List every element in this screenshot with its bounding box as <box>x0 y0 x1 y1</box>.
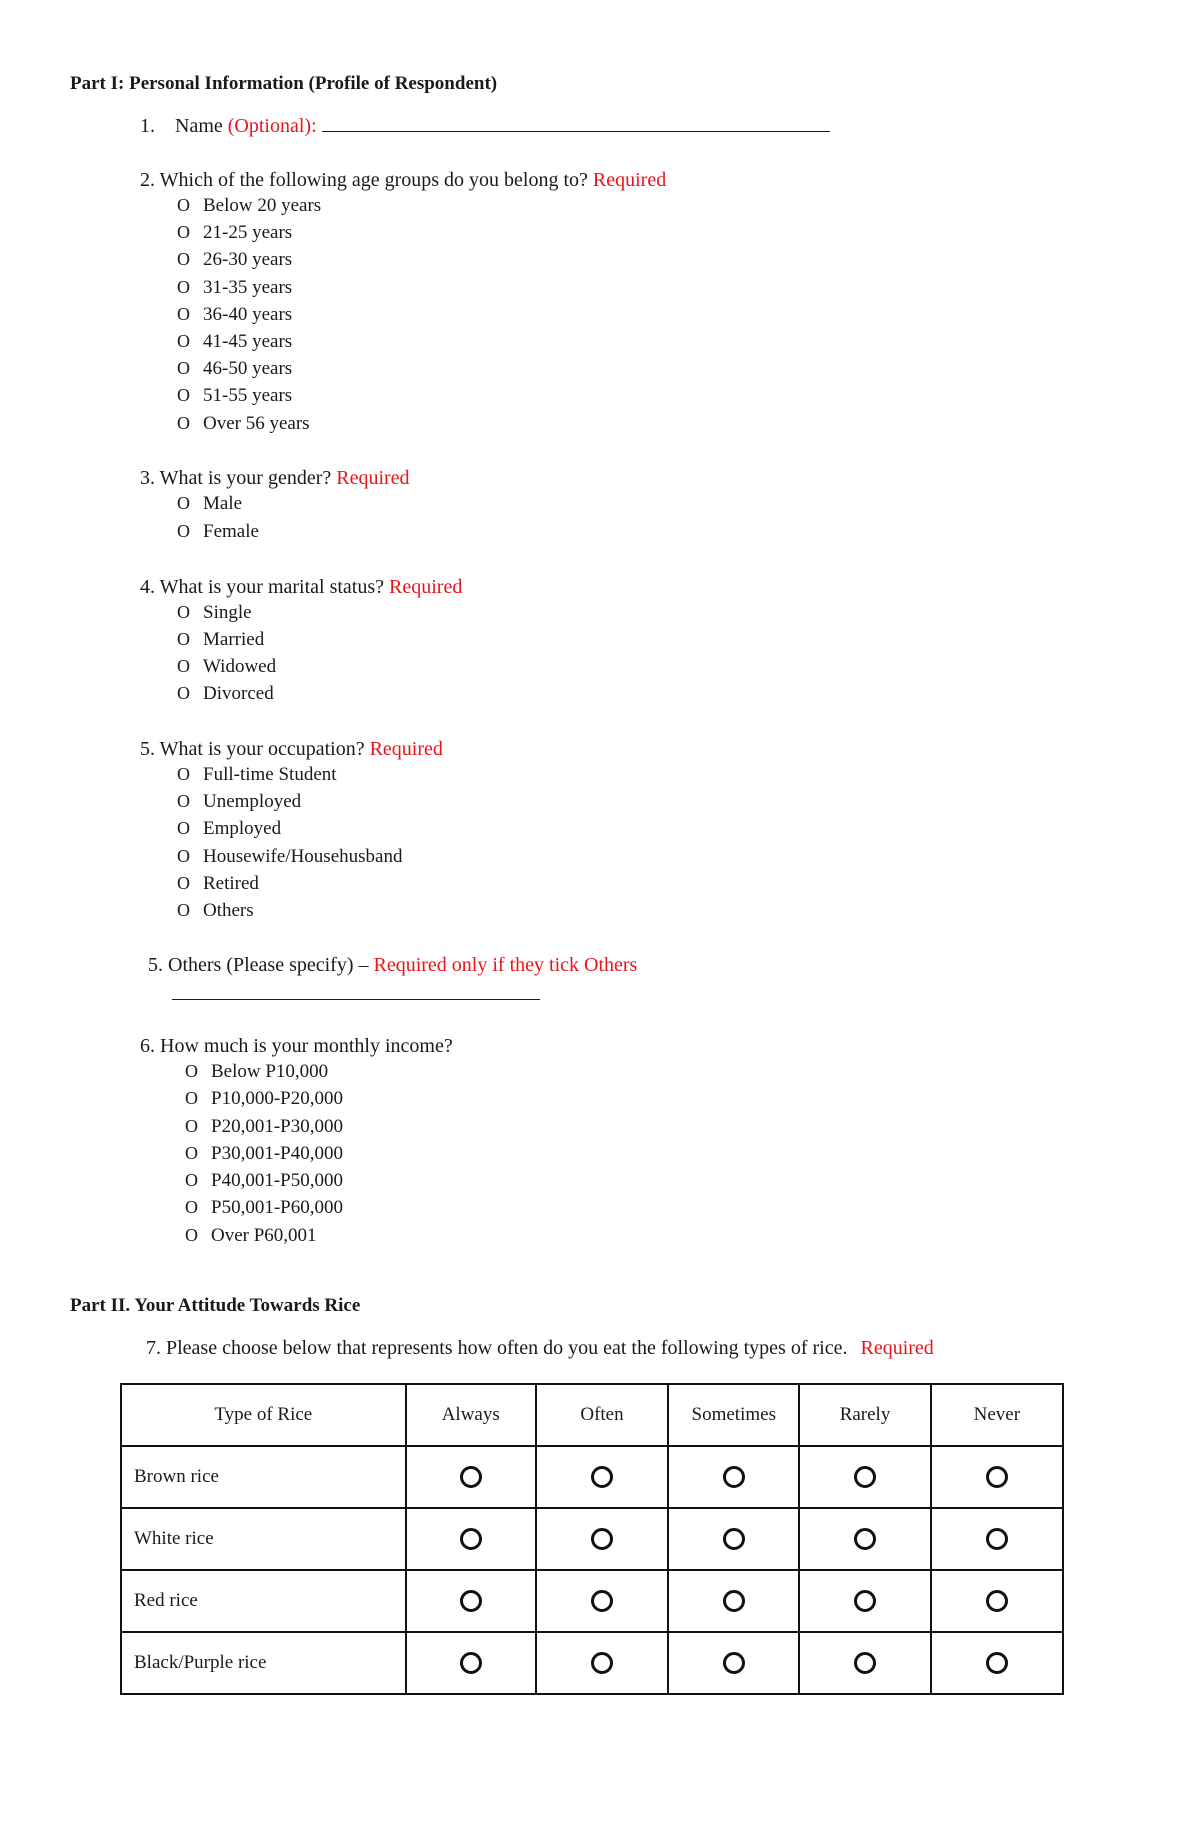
age-option[interactable] <box>177 195 321 222</box>
radio-icon[interactable]: O <box>177 303 190 324</box>
q7-question <box>146 1337 934 1360</box>
income-option-label: P30,001-P40,000 <box>211 1142 343 1164</box>
q2-question <box>140 169 666 192</box>
q6-question <box>140 1035 453 1058</box>
radio-icon[interactable]: O <box>177 764 190 784</box>
radio-cell[interactable] <box>406 1446 536 1508</box>
radio-circle-icon[interactable] <box>854 1528 876 1550</box>
radio-cell[interactable] <box>799 1446 930 1508</box>
radio-cell[interactable] <box>931 1508 1063 1570</box>
radio-circle-icon[interactable] <box>854 1466 876 1488</box>
marital-option-label: Married <box>203 629 265 650</box>
radio-icon[interactable]: O <box>177 493 190 513</box>
occupation-option[interactable] <box>177 846 402 873</box>
age-option-label: Below 20 years <box>203 195 322 216</box>
q5-others-label: 5. Others (Please specify) – <box>148 954 374 976</box>
radio-cell[interactable] <box>536 1570 668 1632</box>
q7-label: 7. Please choose below that represents how often do you eat the following types of rice. <box>146 1337 853 1359</box>
radio-icon[interactable]: O <box>185 1061 198 1081</box>
radio-icon[interactable]: O <box>185 1197 198 1218</box>
radio-cell[interactable] <box>406 1508 536 1570</box>
income-option-label: Below P10,000 <box>211 1061 329 1082</box>
income-option[interactable] <box>185 1061 343 1088</box>
q6-label: 6. How much is your monthly income? <box>140 1035 453 1057</box>
table-row <box>121 1508 1063 1570</box>
gender-option-label: Female <box>203 520 259 542</box>
marital-option[interactable] <box>177 683 276 710</box>
rice-type-label: White rice <box>121 1508 406 1570</box>
radio-circle-icon[interactable] <box>591 1466 613 1488</box>
part2-title: Part II. Your Attitude Towards Rice <box>70 1295 361 1316</box>
age-option-label: Over 56 years <box>203 412 310 434</box>
radio-cell[interactable] <box>668 1508 799 1570</box>
occupation-option[interactable] <box>177 791 402 818</box>
age-option[interactable] <box>177 358 321 385</box>
table-row <box>121 1446 1063 1508</box>
column-header: Always <box>406 1384 536 1446</box>
radio-icon[interactable]: O <box>185 1170 198 1191</box>
income-option-label: P50,001-P60,000 <box>211 1197 343 1219</box>
radio-cell[interactable] <box>668 1446 799 1508</box>
age-option[interactable] <box>177 385 321 412</box>
age-option[interactable] <box>177 413 321 440</box>
income-option[interactable] <box>185 1197 343 1224</box>
income-option[interactable] <box>185 1170 343 1197</box>
income-option[interactable] <box>185 1116 343 1143</box>
radio-cell[interactable] <box>536 1632 668 1694</box>
radio-cell[interactable] <box>799 1632 930 1694</box>
age-option-label: 31-35 years <box>203 276 293 298</box>
radio-icon[interactable]: O <box>177 520 190 541</box>
income-option[interactable] <box>185 1225 343 1252</box>
radio-circle-icon[interactable] <box>986 1590 1008 1612</box>
q5-label: 5. What is your occupation? <box>140 738 370 760</box>
radio-circle-icon[interactable] <box>591 1528 613 1550</box>
rice-type-label: Red rice <box>121 1570 406 1632</box>
radio-icon[interactable]: O <box>177 385 190 406</box>
radio-cell[interactable] <box>931 1446 1063 1508</box>
column-header: Often <box>536 1384 668 1446</box>
age-option[interactable] <box>177 222 321 249</box>
occupation-option[interactable] <box>177 873 402 900</box>
radio-circle-icon[interactable] <box>723 1652 745 1674</box>
radio-icon[interactable]: O <box>185 1115 198 1136</box>
income-option-label: Over P60,001 <box>211 1224 317 1246</box>
radio-icon[interactable]: O <box>177 602 190 622</box>
radio-icon[interactable]: O <box>177 629 190 649</box>
q4-required: Required <box>389 576 463 598</box>
radio-icon[interactable]: O <box>177 656 190 676</box>
rice-type-label: Brown rice <box>121 1446 406 1508</box>
marital-option-label: Divorced <box>203 683 274 704</box>
income-option-label: P40,001-P50,000 <box>211 1170 343 1192</box>
q2-required: Required <box>592 169 667 191</box>
radio-icon[interactable]: O <box>185 1088 198 1109</box>
occupation-option[interactable] <box>177 900 402 927</box>
occupation-option-label: Retired <box>203 872 259 894</box>
marital-option[interactable] <box>177 629 276 656</box>
radio-circle-icon[interactable] <box>591 1590 613 1612</box>
radio-circle-icon[interactable] <box>854 1652 876 1674</box>
radio-circle-icon[interactable] <box>723 1590 745 1612</box>
q6-options <box>185 1061 343 1252</box>
q1-label: 1. Name <box>140 115 228 137</box>
occupation-option-label: Full-time Student <box>203 764 337 785</box>
q1-name <box>140 115 830 138</box>
occupation-option-label: Housewife/Househusband <box>203 845 403 867</box>
radio-cell[interactable] <box>536 1446 668 1508</box>
radio-icon[interactable]: O <box>177 872 190 893</box>
radio-icon[interactable]: O <box>185 1224 198 1245</box>
radio-cell[interactable] <box>668 1570 799 1632</box>
table-row <box>121 1632 1063 1694</box>
q2-options <box>177 195 321 440</box>
q5-others-required: Required only if they tick Others <box>373 954 638 976</box>
income-option[interactable] <box>185 1143 343 1170</box>
radio-circle-icon[interactable] <box>723 1466 745 1488</box>
marital-option-label: Single <box>203 602 252 623</box>
age-option[interactable] <box>177 331 321 358</box>
radio-circle-icon[interactable] <box>986 1652 1008 1674</box>
radio-cell[interactable] <box>406 1570 536 1632</box>
radio-icon[interactable]: O <box>177 222 190 243</box>
radio-cell[interactable] <box>931 1632 1063 1694</box>
occupation-option-label: Employed <box>203 818 282 840</box>
column-header: Sometimes <box>668 1384 799 1446</box>
age-option-label: 41-45 years <box>203 330 293 352</box>
radio-icon[interactable]: O <box>177 358 190 379</box>
occupation-option-label: Unemployed <box>203 791 302 813</box>
radio-icon[interactable]: O <box>177 412 190 433</box>
q5-others-question <box>148 954 637 977</box>
radio-circle-icon[interactable] <box>460 1466 482 1488</box>
radio-circle-icon[interactable] <box>591 1652 613 1674</box>
age-option-label: 36-40 years <box>203 303 293 325</box>
radio-cell[interactable] <box>406 1632 536 1694</box>
q5-options <box>177 764 402 927</box>
age-option-label: 51-55 years <box>203 385 293 407</box>
q1-optional-note: (Optional): <box>227 115 317 137</box>
radio-icon[interactable]: O <box>177 276 190 297</box>
marital-option[interactable] <box>177 656 276 683</box>
table-header-row <box>121 1384 1063 1446</box>
q5-required: Required <box>369 738 443 760</box>
radio-icon[interactable]: O <box>177 683 190 703</box>
age-option[interactable] <box>177 249 321 276</box>
rice-type-label: Black/Purple rice <box>121 1632 406 1694</box>
age-option-label: 26-30 years <box>203 249 293 271</box>
radio-circle-icon[interactable] <box>460 1528 482 1550</box>
q2-label: 2. Which of the following age groups do you belong to? <box>140 169 593 191</box>
column-header: Rarely <box>799 1384 930 1446</box>
radio-icon[interactable]: O <box>177 845 190 866</box>
column-header: Type of Rice <box>121 1384 406 1446</box>
radio-icon[interactable]: O <box>177 195 190 215</box>
q3-options <box>177 493 259 548</box>
table-row <box>121 1570 1063 1632</box>
gender-option[interactable] <box>177 493 259 521</box>
q4-label: 4. What is your marital status? <box>140 576 390 598</box>
gender-option[interactable] <box>177 521 259 549</box>
radio-circle-icon[interactable] <box>986 1528 1008 1550</box>
income-option-label: P10,000-P20,000 <box>211 1088 343 1110</box>
age-option-label: 46-50 years <box>203 358 293 380</box>
q4-options <box>177 602 276 710</box>
income-option[interactable] <box>185 1088 343 1115</box>
age-option[interactable] <box>177 277 321 304</box>
q5-question <box>140 738 443 761</box>
age-option[interactable] <box>177 304 321 331</box>
radio-icon[interactable]: O <box>177 330 190 351</box>
radio-icon[interactable]: O <box>185 1142 198 1163</box>
q3-required: Required <box>336 467 410 489</box>
column-header: Never <box>931 1384 1063 1446</box>
radio-cell[interactable] <box>799 1570 930 1632</box>
radio-icon[interactable]: O <box>177 791 190 812</box>
income-option-label: P20,001-P30,000 <box>211 1115 343 1137</box>
radio-circle-icon[interactable] <box>986 1466 1008 1488</box>
others-specify-input-line[interactable] <box>172 978 540 1000</box>
radio-icon[interactable]: O <box>177 249 190 270</box>
age-option-label: 21-25 years <box>203 222 293 244</box>
radio-cell[interactable] <box>931 1570 1063 1632</box>
q4-question <box>140 576 462 599</box>
q3-label: 3. What is your gender? <box>140 467 337 489</box>
radio-circle-icon[interactable] <box>723 1528 745 1550</box>
radio-cell[interactable] <box>536 1508 668 1570</box>
radio-circle-icon[interactable] <box>460 1590 482 1612</box>
radio-cell[interactable] <box>668 1632 799 1694</box>
radio-cell[interactable] <box>799 1508 930 1570</box>
part1-title: Part I: Personal Information (Profile of Respondent) <box>70 73 498 94</box>
occupation-option[interactable] <box>177 818 402 845</box>
q7-required: Required <box>860 1337 934 1359</box>
radio-circle-icon[interactable] <box>460 1652 482 1674</box>
occupation-option[interactable] <box>177 764 402 791</box>
gender-option-label: Male <box>203 493 243 514</box>
rice-frequency-table <box>120 1383 1064 1695</box>
radio-circle-icon[interactable] <box>854 1590 876 1612</box>
radio-icon[interactable]: O <box>177 899 190 920</box>
name-input-line[interactable] <box>322 131 830 132</box>
occupation-option-label: Others <box>203 899 254 921</box>
q3-question <box>140 467 410 490</box>
marital-option[interactable] <box>177 602 276 629</box>
radio-icon[interactable]: O <box>177 818 190 839</box>
marital-option-label: Widowed <box>203 656 277 677</box>
